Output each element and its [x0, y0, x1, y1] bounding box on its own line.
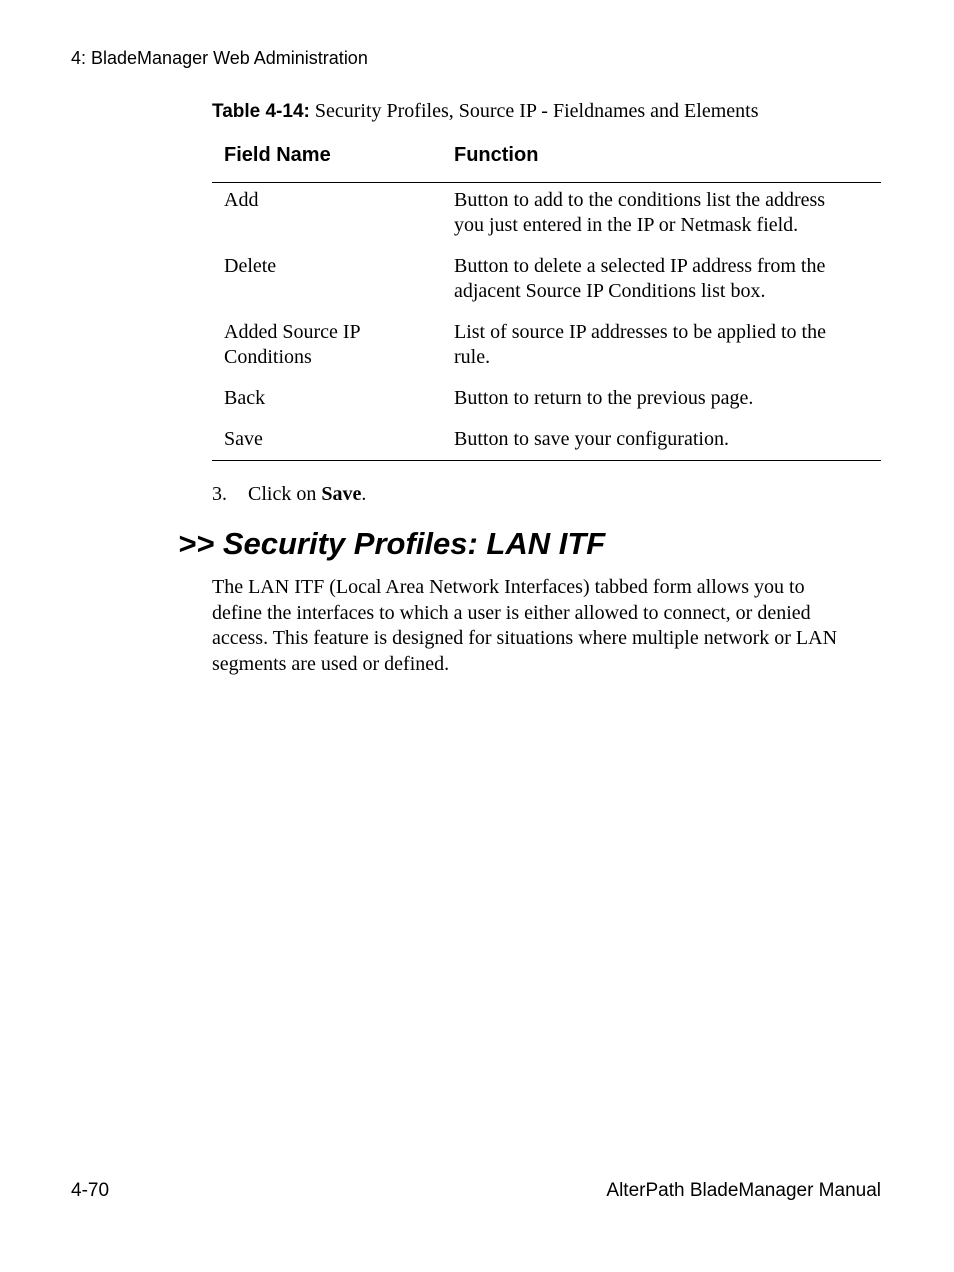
table-row	[212, 188, 881, 238]
procedure-step	[212, 483, 366, 506]
field-name-cell	[212, 188, 454, 238]
field-name-cell	[212, 254, 454, 304]
table-caption-label: Table 4-14:	[212, 101, 310, 122]
section-paragraph	[212, 575, 884, 677]
field-name-line: Add	[224, 189, 259, 211]
field-name-line: Conditions	[224, 346, 312, 368]
table-row	[212, 254, 881, 304]
field-name-line: Back	[224, 387, 266, 409]
function-line: adjacent Source IP Conditions list box.	[454, 280, 766, 302]
function-line: Button to add to the conditions list the address	[454, 189, 826, 211]
field-name-cell	[212, 427, 454, 452]
table-row	[212, 427, 881, 452]
function-cell	[454, 254, 881, 304]
table-caption	[212, 100, 758, 123]
table-body	[212, 183, 881, 461]
field-name-cell	[212, 386, 454, 411]
table-row	[212, 320, 881, 370]
paragraph-line: segments are used or defined.	[212, 652, 450, 675]
function-cell	[454, 188, 881, 238]
manual-title: AlterPath BladeManager Manual	[606, 1180, 881, 1201]
table-header-row	[212, 140, 881, 183]
column-header-function: Function	[454, 144, 539, 166]
step-text-suffix: .	[361, 483, 367, 505]
field-name-line: Save	[224, 428, 263, 450]
table-row	[212, 386, 881, 411]
field-name-cell	[212, 320, 454, 370]
section-heading: >> Security Profiles: LAN ITF	[178, 526, 606, 561]
function-cell	[454, 427, 881, 452]
table-caption-text: Security Profiles, Source IP - Fieldnames and Elements	[309, 100, 759, 122]
paragraph-line: access. This feature is designed for situations where multiple network or LAN	[212, 627, 838, 649]
field-name-line: Added Source IP	[224, 321, 361, 343]
step-number: 3.	[212, 483, 227, 505]
function-line: rule.	[454, 346, 491, 368]
function-line: Button to delete a selected IP address from the	[454, 255, 826, 277]
function-cell	[454, 386, 881, 411]
function-line: Button to save your configuration.	[454, 428, 729, 450]
function-cell	[454, 320, 881, 370]
paragraph-line: The LAN ITF (Local Area Network Interfaces) tabbed form allows you to	[212, 576, 805, 598]
function-line: you just entered in the IP or Netmask field.	[454, 214, 799, 236]
function-line: Button to return to the previous page.	[454, 387, 754, 409]
running-header: 4: BladeManager Web Administration	[71, 48, 368, 68]
page-number: 4-70	[71, 1180, 110, 1201]
paragraph-line: define the interfaces to which a user is either allowed to connect, or denied	[212, 601, 811, 624]
step-text-prefix: Click on	[248, 483, 322, 505]
fieldnames-table	[212, 140, 881, 461]
step-text-bold: Save	[321, 483, 362, 505]
field-name-line: Delete	[224, 255, 277, 277]
function-line: List of source IP addresses to be applied to the	[454, 321, 826, 343]
column-header-field-name: Field Name	[224, 144, 331, 166]
